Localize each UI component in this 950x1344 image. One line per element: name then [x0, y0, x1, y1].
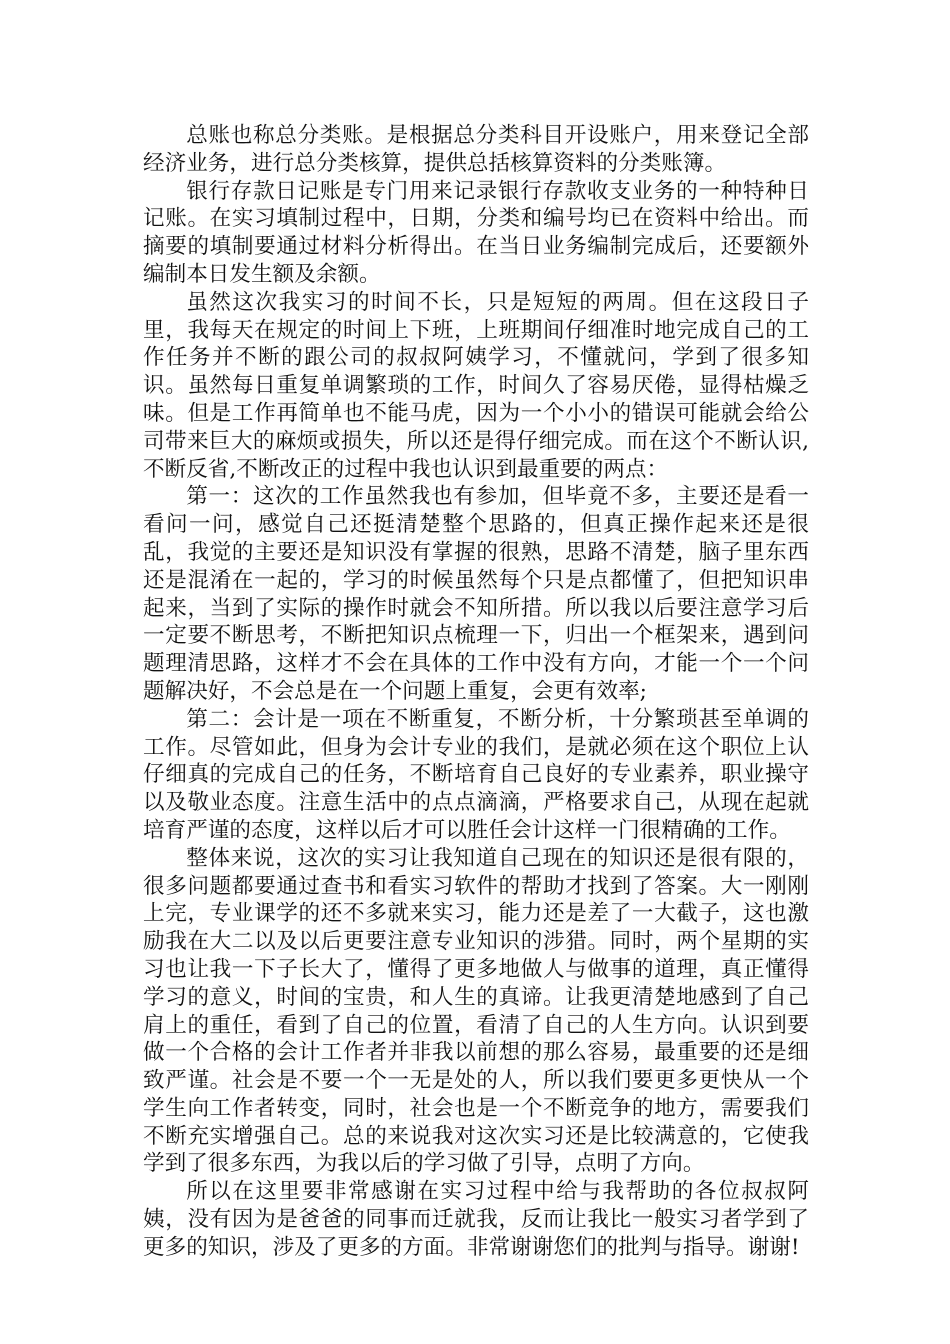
- paragraph-thanks: 所以在这里要非常感谢在实习过程中给与我帮助的各位叔叔阿姨，没有因为是爸爸的同事而迁就我，反而让我比一般实习者学到了更多的知识，涉及了更多的方面。非常谢谢您们的批判与指导。谢谢!: [143, 1179, 809, 1260]
- paragraph-summary: 整体来说，这次的实习让我知道自己现在的知识还是很有限的，很多问题都要通过查书和看实习软件的帮助才找到了答案。大一刚刚上完，专业课学的还不多就来实习，能力还是差了一大截子，这也激励我在大二以及以后更要注意专业知识的涉猎。同时，两个星期的实习也让我一下子长大了，懂得了更多地做人与做事的道理，真正懂得学习的意义，时间的宝贵，和人生的真谛。让我更清楚地感到了自己肩上的重任，看到了自己的位置，看清了自己的人生方向。认识到要做一个合格的会计工作者并非我以前想的那么容易，最重要的还是细致严谨。社会是不要一个一无是处的人，所以我们要更多更快从一个学生向工作者转变，同时，社会也是一个不断竞争的地方，需要我们不断充实增强自己。总的来说我对这次实习还是比较满意的，它使我学到了很多东西，为我以后的学习做了引导，点明了方向。: [143, 845, 809, 1177]
- paragraph-point-one: 第一：这次的工作虽然我也有参加，但毕竟不多，主要还是看一看问一问，感觉自己还挺清楚整个思路的，但真正操作起来还是很乱，我觉的主要还是知识没有掌握的很熟，思路不清楚，脑子里东西还是混淆在一起的，学习的时候虽然每个只是点都懂了，但把知识串起来，当到了实际的操作时就会不知所措。所以我以后要注意学习后一定要不断思考，不断把知识点梳理一下，归出一个框架来，遇到问题理清思路，这样才不会在具体的工作中没有方向，才能一个一个问题解决好，不会总是在一个问题上重复，会更有效率;: [143, 484, 809, 704]
- document-body: [143, 122, 809, 1262]
- paragraph-internship-overview: 虽然这次我实习的时间不长，只是短短的两周。但在这段日子里，我每天在规定的时间上下班，上班期间仔细准时地完成自己的工作任务并不断的跟公司的叔叔阿姨学习，不懂就问，学到了很多知识。虽然每日重复单调繁琐的工作，时间久了容易厌倦，显得枯燥乏味。但是工作再简单也不能马虎，因为一个小小的错误可能就会给公司带来巨大的麻烦或损失，所以还是得仔细完成。而在这个不断认识,不断反省,不断改正的过程中我也认识到最重要的两点：: [143, 289, 809, 482]
- paragraph-point-two: 第二：会计是一项在不断重复，不断分析，十分繁琐甚至单调的工作。尽管如此，但身为会计专业的我们，是就必须在这个职位上认仔细真的完成自己的任务，不断培育自己良好的专业素养，职业操守以及敬业态度。注意生活中的点点滴滴，严格要求自己，从现在起就培育严谨的态度，这样以后才可以胜任会计这样一门很精确的工作。: [143, 706, 809, 843]
- paragraph-general-ledger: 总账也称总分类账。是根据总分类科目开设账户，用来登记全部经济业务，进行总分类核算，提供总括核算资料的分类账簿。: [143, 123, 809, 176]
- paragraph-bank-journal: 银行存款日记账是专门用来记录银行存款收支业务的一种特种日记账。在实习填制过程中，日期，分类和编号均已在资料中给出。而摘要的填制要通过材料分析得出。在当日业务编制完成后，还要额外编制本日发生额及余额。: [143, 178, 809, 287]
